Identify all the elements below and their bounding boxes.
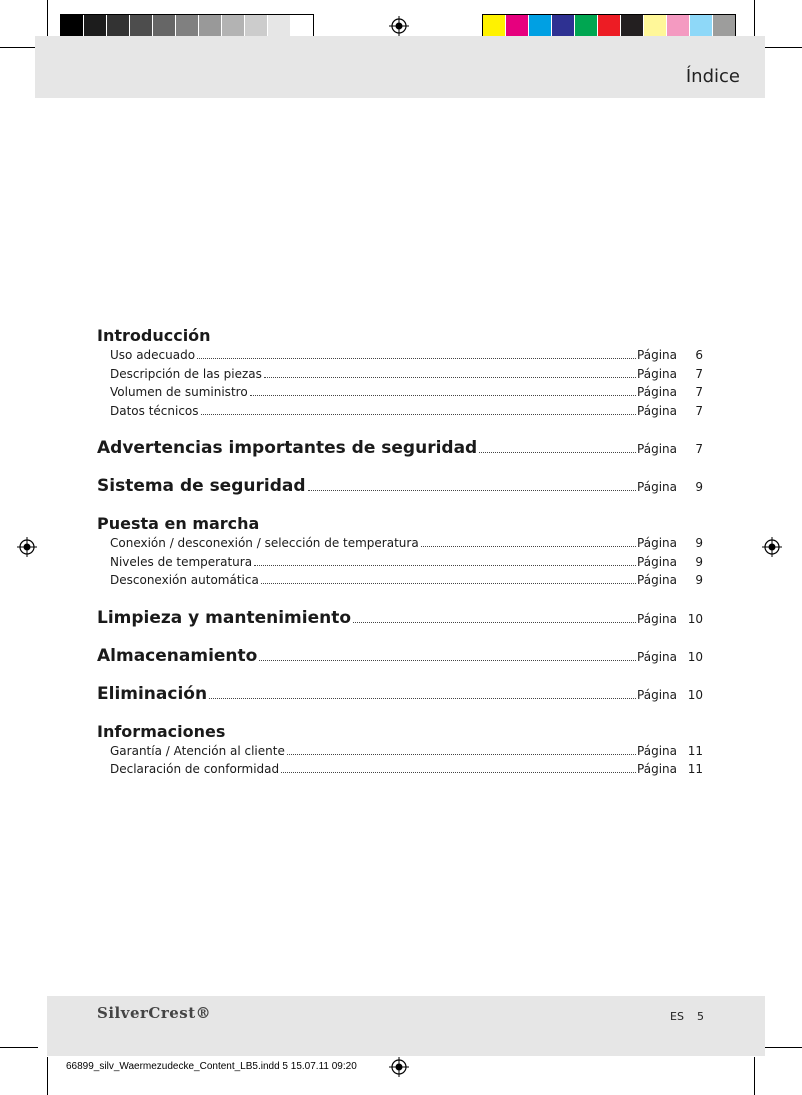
leader-dots [479, 451, 636, 453]
color-swatch [61, 15, 84, 37]
color-swatch [245, 15, 268, 37]
color-swatch [552, 15, 575, 37]
toc-entry[interactable] [97, 402, 703, 421]
registration-mark-icon [762, 537, 782, 557]
toc-entry[interactable] [97, 760, 703, 779]
page-word: Página [637, 403, 677, 418]
color-swatch [598, 15, 621, 37]
section-heading[interactable]: Puesta en marcha [97, 514, 260, 533]
color-swatch [713, 15, 735, 37]
page-word: Página [637, 348, 677, 362]
toc-section [97, 326, 703, 420]
page-word: Página [637, 573, 677, 587]
page-word: Página [637, 442, 677, 456]
section-heading: Limpieza y mantenimiento [97, 607, 352, 628]
section-heading: Almacenamiento [97, 645, 258, 666]
leader-dots [281, 771, 636, 773]
toc-entry[interactable] [97, 346, 703, 365]
leader-dots [421, 545, 636, 547]
crop-mark [47, 0, 48, 38]
slug-filename: 66899_silv_Waermezudecke_Content_LB5.indd 5 [66, 1061, 288, 1072]
process-color-bar [482, 14, 736, 38]
print-slug [66, 1061, 357, 1072]
page-word: Página [637, 611, 677, 626]
section-heading[interactable]: Informaciones [97, 721, 226, 741]
crop-mark [0, 47, 38, 48]
toc-page-number: 7 [695, 442, 703, 456]
page-word: Página [637, 649, 677, 664]
page-title: Índice [685, 66, 740, 87]
crop-mark [764, 1047, 802, 1048]
color-swatch [199, 15, 222, 37]
leader-dots [250, 394, 636, 396]
page-word: Página [637, 385, 677, 399]
toc-page-number: 10 [687, 611, 703, 626]
toc-entry-label: Garantía / Atención al cliente [110, 743, 285, 758]
toc-entry-label: Datos técnicos [110, 403, 199, 418]
toc-page-number: 9 [695, 536, 703, 550]
registration-mark-icon [389, 1057, 409, 1077]
color-swatch [153, 15, 176, 37]
crop-mark [754, 0, 755, 38]
toc-page-number: 11 [687, 762, 703, 776]
toc-section [97, 722, 703, 779]
toc-page-number: 9 [695, 480, 703, 494]
toc-major-entry[interactable] [97, 438, 703, 458]
toc-entry[interactable] [97, 365, 703, 384]
registration-mark-icon [389, 16, 409, 36]
section-heading: Sistema de seguridad [97, 476, 306, 496]
color-swatch [176, 15, 199, 37]
toc-entry-label: Declaración de conformidad [110, 762, 280, 776]
toc-major-entry[interactable] [97, 476, 703, 496]
page-word: Página [637, 687, 677, 702]
toc-page-number: 10 [687, 649, 703, 664]
color-swatch [84, 15, 107, 37]
page-word: Página [637, 762, 677, 776]
color-swatch [130, 15, 153, 37]
toc-entry-label: Descripción de las piezas [110, 366, 262, 381]
leader-dots [259, 659, 636, 661]
toc-entry[interactable] [97, 553, 703, 572]
toc-entry-label: Conexión / desconexión / selección de temperatura [110, 536, 419, 550]
toc-page-number: 7 [695, 385, 703, 399]
toc-section [97, 514, 703, 590]
page-number: 5 [697, 1010, 704, 1023]
toc-page-number: 9 [695, 554, 703, 569]
toc-entry-label: Uso adecuado [110, 348, 196, 362]
color-swatch [575, 15, 598, 37]
leader-dots [209, 697, 636, 699]
section-heading: Advertencias importantes de seguridad [97, 438, 478, 458]
brand-logo: SilverCrest® [97, 1004, 212, 1022]
color-swatch [690, 15, 713, 37]
page-word: Página [637, 743, 677, 758]
leader-dots [197, 357, 636, 359]
grayscale-color-bar [60, 14, 314, 38]
crop-mark [754, 1057, 755, 1095]
toc-entry-label: Niveles de temperatura [110, 554, 253, 569]
toc-entry-label: Volumen de suministro [110, 385, 248, 399]
toc-major-entry[interactable] [97, 684, 703, 704]
leader-dots [353, 621, 636, 623]
color-swatch [291, 15, 313, 37]
toc-page-number: 11 [687, 743, 703, 758]
page-word: Página [637, 536, 677, 550]
table-of-contents [97, 326, 703, 797]
crop-mark [47, 1057, 48, 1095]
page-word: Página [637, 554, 677, 569]
color-swatch [222, 15, 245, 37]
page-word: Página [637, 366, 677, 381]
toc-major-entry[interactable] [97, 646, 703, 666]
color-swatch [483, 15, 506, 37]
color-swatch [107, 15, 130, 37]
leader-dots [287, 753, 636, 755]
color-swatch [667, 15, 690, 37]
toc-entry[interactable] [97, 534, 703, 553]
color-swatch [621, 15, 644, 37]
color-swatch [506, 15, 529, 37]
leader-dots [254, 564, 636, 566]
toc-entry[interactable] [97, 742, 703, 761]
toc-entry[interactable] [97, 571, 703, 590]
toc-entry[interactable] [97, 383, 703, 402]
language-code: ES [670, 1010, 684, 1023]
leader-dots [264, 376, 636, 378]
crop-mark [764, 47, 802, 48]
toc-page-number: 7 [695, 403, 703, 418]
color-swatch [529, 15, 552, 37]
toc-entry-label: Desconexión automática [110, 573, 259, 587]
leader-dots [308, 489, 637, 491]
color-swatch [644, 15, 667, 37]
toc-page-number: 10 [687, 687, 703, 702]
section-heading: Eliminación [97, 683, 208, 704]
crop-mark [0, 1047, 38, 1048]
color-swatch [268, 15, 291, 37]
toc-major-entry[interactable] [97, 608, 703, 628]
toc-page-number: 6 [695, 348, 703, 362]
section-heading[interactable]: Introducción [97, 326, 211, 345]
leader-dots [261, 582, 636, 584]
toc-page-number: 7 [695, 366, 703, 381]
page-word: Página [637, 480, 677, 494]
toc-page-number: 9 [695, 573, 703, 587]
leader-dots [201, 413, 637, 415]
slug-date: 15.07.11 09:20 [290, 1061, 357, 1072]
header-band [35, 36, 765, 98]
registration-mark-icon [17, 537, 37, 557]
